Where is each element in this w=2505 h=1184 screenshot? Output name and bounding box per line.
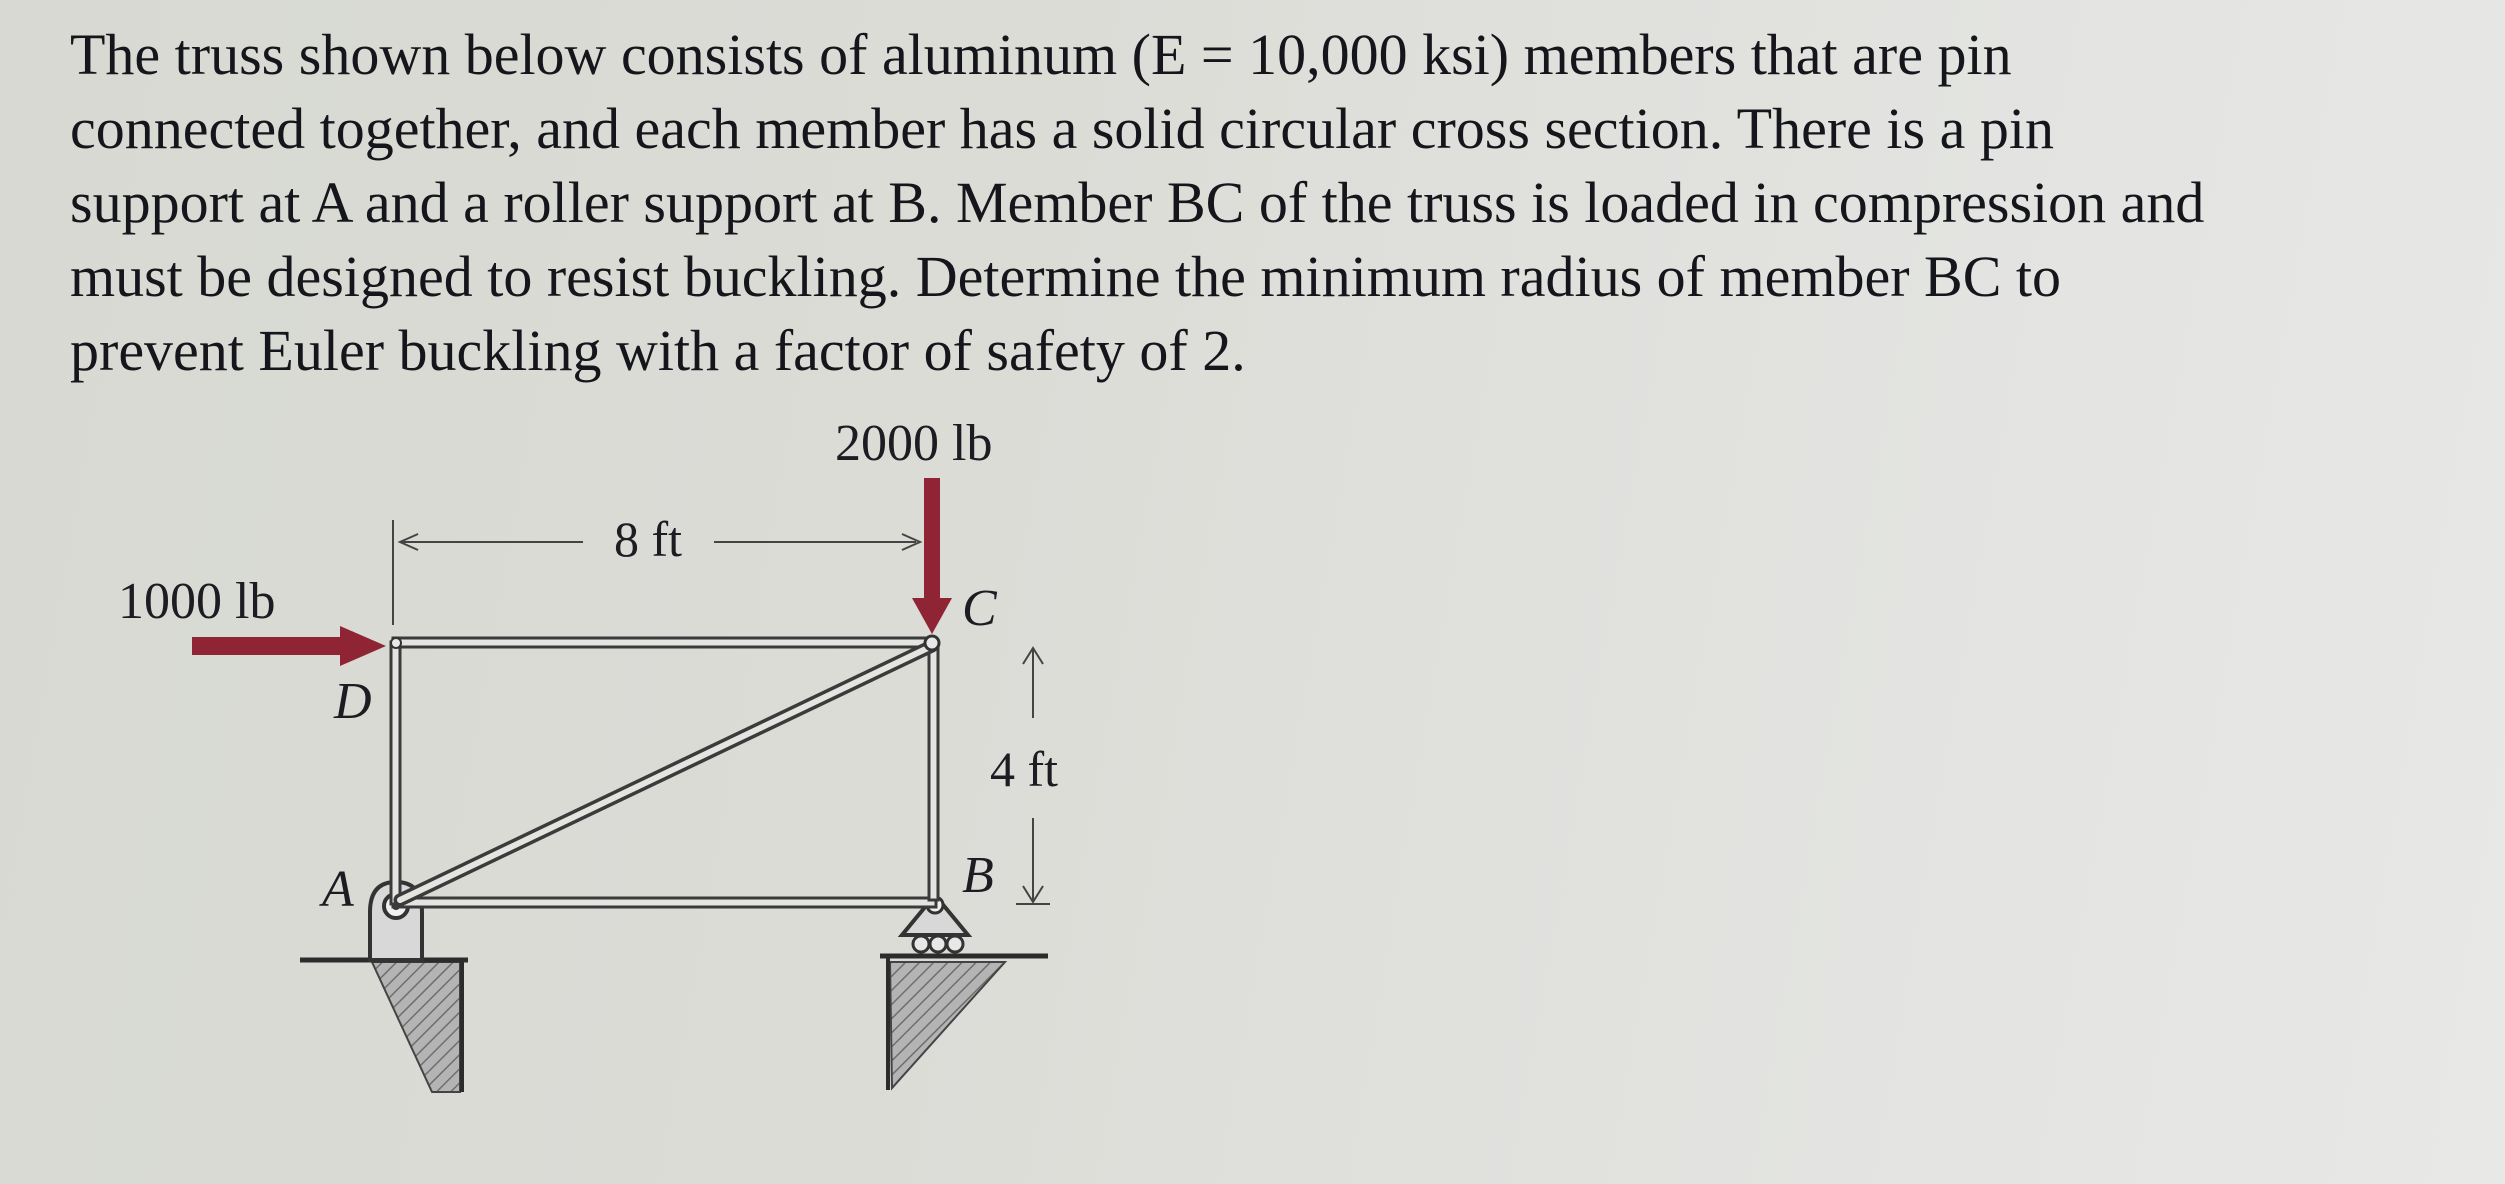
problem-line-5: prevent Euler buckling with a factor of safety of 2. [70,318,1246,383]
vertical-load-label: 2000 lb [835,415,993,472]
ground-support-b [880,956,1048,1090]
member-dc [393,638,936,647]
vertical-load-arrow [912,478,952,634]
problem-line-1: The truss shown below consists of aluminum (E = 10,000 ksi) members that are pin [70,22,2012,87]
truss-members [391,636,939,907]
node-label-d: D [334,673,372,730]
node-label-c: C [962,580,997,637]
node-label-b: B [962,847,994,904]
joint-c [925,636,939,650]
problem-line-2: connected together, and each member has a solid circular cross section. There is a pin [70,96,2054,161]
problem-line-3: support at A and a roller support at B. Member BC of the truss is loaded in compression and [70,170,2205,235]
vertical-dimension-label: 4 ft [990,741,1059,797]
horizontal-dimension-label: 8 ft [614,511,683,567]
horizontal-load-label: 1000 lb [118,573,276,630]
ground-support-a [300,960,468,1092]
member-bc [929,642,938,900]
joint-d [391,638,401,648]
horizontal-load-arrow [192,626,386,666]
member-ad [391,642,400,904]
member-ab [393,898,936,907]
problem-line-4: must be designed to resist buckling. Determine the minimum radius of member BC to [70,244,2062,309]
node-label-a: A [322,861,354,918]
